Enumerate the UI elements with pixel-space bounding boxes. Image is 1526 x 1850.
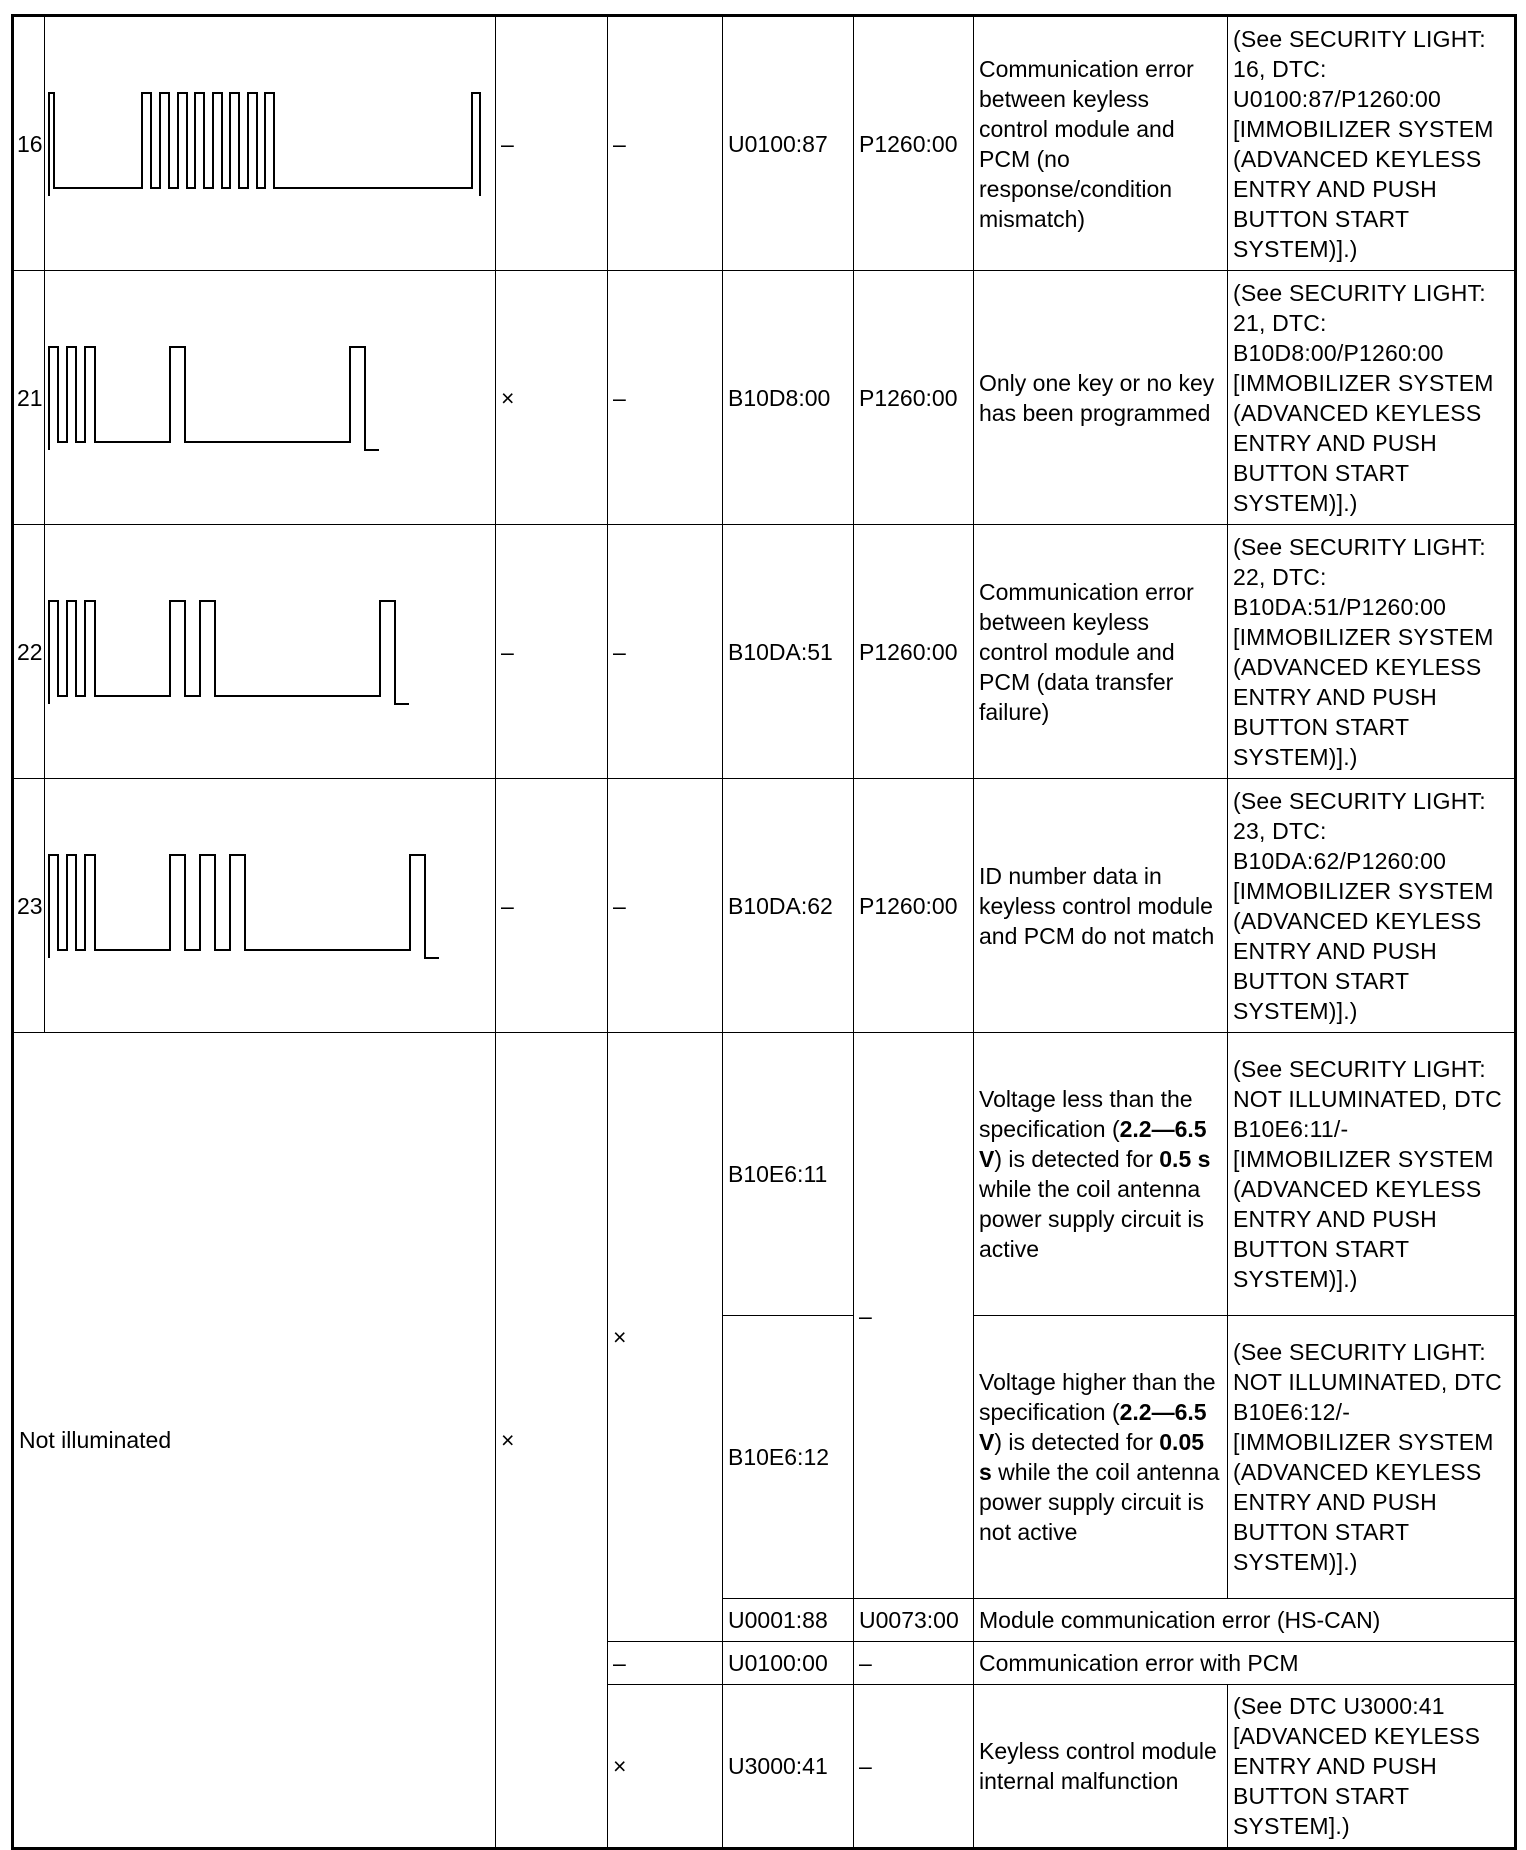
- col3-cell: –: [496, 525, 608, 779]
- condition-cell: Only one key or no key has been programmed: [974, 271, 1228, 525]
- condition-text: Voltage less than the specification (: [979, 1086, 1193, 1142]
- reference-cell: (See DTC U3000:41 [ADVANCED KEYLESS ENTRY AND PUSH BUTTON START SYSTEM].): [1228, 1685, 1516, 1849]
- dtc-table: [11, 14, 1517, 1850]
- reference-cell: (See SECURITY LIGHT: NOT ILLUMINATED, DTC B10E6:12/- [IMMOBILIZER SYSTEM (ADVANCED KEYLESS ENTRY AND PUSH BUTTON START SYSTEM)].): [1228, 1316, 1516, 1599]
- col3-cell: –: [496, 16, 608, 271]
- code-cell: 16: [13, 16, 45, 271]
- code-cell: 21: [13, 271, 45, 525]
- dtc-code-cell: U3000:41: [723, 1685, 854, 1849]
- condition-cell: [974, 1033, 1228, 1316]
- time-value: 0.05 s: [979, 1429, 1205, 1485]
- table-row: [13, 1033, 1516, 1316]
- flash-pattern-22-icon: [45, 525, 496, 779]
- col3-cell: ×: [496, 271, 608, 525]
- reference-cell: (See SECURITY LIGHT: 16, DTC: U0100:87/P1260:00 [IMMOBILIZER SYSTEM (ADVANCED KEYLESS ENTRY AND PUSH BUTTON START SYSTEM)].): [1228, 16, 1516, 271]
- table-row: [13, 525, 1516, 779]
- dtc-code-cell: U0100:87: [723, 16, 854, 271]
- col4-cell: ×: [608, 1033, 723, 1642]
- condition-text: while the coil antenna power supply circuit is not active: [979, 1459, 1220, 1545]
- dtc-code-cell: P1260:00: [854, 779, 974, 1033]
- flash-pattern-16-icon: [45, 16, 496, 271]
- table-row: [13, 271, 1516, 525]
- reference-cell: (See SECURITY LIGHT: 21, DTC: B10D8:00/P1260:00 [IMMOBILIZER SYSTEM (ADVANCED KEYLESS ENTRY AND PUSH BUTTON START SYSTEM)].): [1228, 271, 1516, 525]
- dtc-code-cell: B10E6:12: [723, 1316, 854, 1599]
- dtc-code-cell: B10DA:62: [723, 779, 854, 1033]
- dtc-code-cell: –: [854, 1642, 974, 1685]
- col4-cell: –: [608, 525, 723, 779]
- condition-cell: Communication error between keyless control module and PCM (no response/condition mismatch): [974, 16, 1228, 271]
- condition-text: ) is detected for: [994, 1429, 1160, 1455]
- code-cell: 23: [13, 779, 45, 1033]
- condition-text: ) is detected for: [994, 1146, 1160, 1172]
- time-value: 0.5 s: [1159, 1146, 1211, 1172]
- dtc-code-cell: –: [854, 1033, 974, 1599]
- dtc-code-cell: B10D8:00: [723, 271, 854, 525]
- condition-cell: Communication error between keyless control module and PCM (data transfer failure): [974, 525, 1228, 779]
- reference-cell: (See SECURITY LIGHT: 22, DTC: B10DA:51/P1260:00 [IMMOBILIZER SYSTEM (ADVANCED KEYLESS ENTRY AND PUSH BUTTON START SYSTEM)].): [1228, 525, 1516, 779]
- condition-cell: Keyless control module internal malfunction: [974, 1685, 1228, 1849]
- condition-text: while the coil antenna power supply circuit is active: [979, 1176, 1204, 1262]
- not-illuminated-label: Not illuminated: [13, 1033, 496, 1849]
- flash-pattern-21-icon: [45, 271, 496, 525]
- dtc-code-cell: U0100:00: [723, 1642, 854, 1685]
- dtc-code-cell: U0001:88: [723, 1599, 854, 1642]
- col4-cell: –: [608, 1642, 723, 1685]
- col4-cell: –: [608, 271, 723, 525]
- reference-cell: (See SECURITY LIGHT: 23, DTC: B10DA:62/P1260:00 [IMMOBILIZER SYSTEM (ADVANCED KEYLESS ENTRY AND PUSH BUTTON START SYSTEM)].): [1228, 779, 1516, 1033]
- spec-value: 2.2—6.5 V: [979, 1116, 1207, 1172]
- dtc-code-cell: P1260:00: [854, 271, 974, 525]
- code-cell: 22: [13, 525, 45, 779]
- flash-pattern-23-icon: [45, 779, 496, 1033]
- col4-cell: –: [608, 779, 723, 1033]
- condition-text: Voltage higher than the specification (: [979, 1369, 1216, 1425]
- dtc-code-cell: B10DA:51: [723, 525, 854, 779]
- spec-value: 2.2—6.5 V: [979, 1399, 1207, 1455]
- table-row: [13, 779, 1516, 1033]
- condition-cell: ID number data in keyless control module and PCM do not match: [974, 779, 1228, 1033]
- col3-cell: –: [496, 779, 608, 1033]
- col3-cell: ×: [496, 1033, 608, 1849]
- table-row: [13, 16, 1516, 271]
- dtc-code-cell: B10E6:11: [723, 1033, 854, 1316]
- dtc-code-cell: U0073:00: [854, 1599, 974, 1642]
- condition-cell: Communication error with PCM: [974, 1642, 1516, 1685]
- col4-cell: ×: [608, 1685, 723, 1849]
- condition-cell: [974, 1316, 1228, 1599]
- reference-cell: (See SECURITY LIGHT: NOT ILLUMINATED, DTC B10E6:11/- [IMMOBILIZER SYSTEM (ADVANCED KEYLESS ENTRY AND PUSH BUTTON START SYSTEM)].): [1228, 1033, 1516, 1316]
- dtc-code-cell: –: [854, 1685, 974, 1849]
- condition-cell: Module communication error (HS-CAN): [974, 1599, 1516, 1642]
- dtc-code-cell: P1260:00: [854, 16, 974, 271]
- dtc-code-cell: P1260:00: [854, 525, 974, 779]
- col4-cell: –: [608, 16, 723, 271]
